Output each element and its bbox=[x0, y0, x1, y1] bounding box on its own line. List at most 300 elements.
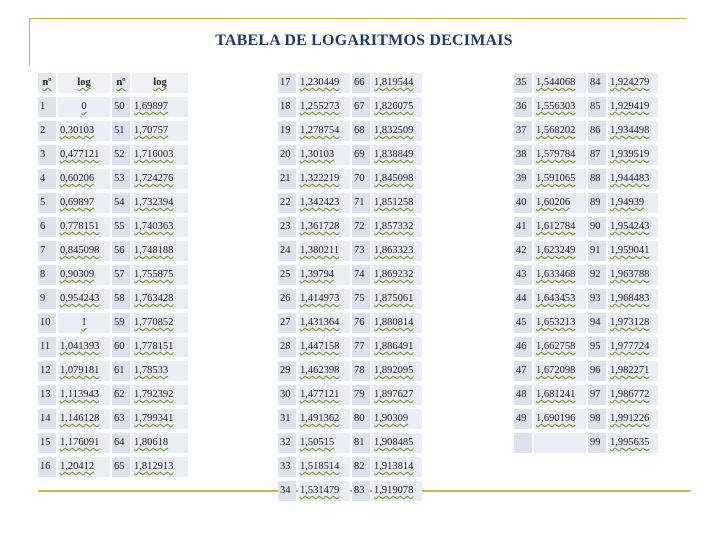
cell-log bbox=[372, 97, 422, 117]
log-value: 1,838849 bbox=[374, 149, 414, 160]
table-row bbox=[514, 385, 658, 405]
table-row bbox=[278, 409, 422, 429]
cell-log bbox=[372, 481, 422, 501]
log-value: 1,875061 bbox=[374, 293, 414, 304]
log-value: 1,690196 bbox=[536, 413, 576, 424]
cell-number bbox=[38, 169, 56, 189]
cell-number bbox=[112, 409, 130, 429]
cell-number bbox=[278, 169, 296, 189]
number-value: 93 bbox=[590, 293, 601, 304]
log-value: 1,869232 bbox=[374, 269, 414, 280]
cell-log bbox=[608, 409, 658, 429]
cell-number bbox=[514, 193, 532, 213]
log-value: 1,799341 bbox=[134, 413, 174, 424]
number-value: 49 bbox=[516, 413, 527, 424]
log-value: 1,643453 bbox=[536, 293, 576, 304]
log-value: 1,94939 bbox=[610, 197, 645, 208]
cell-number bbox=[352, 217, 370, 237]
table-row bbox=[278, 481, 422, 501]
number-value: 75 bbox=[354, 293, 365, 304]
log-value: 1,812913 bbox=[134, 461, 174, 472]
cell-number bbox=[514, 289, 532, 309]
cell-number bbox=[514, 361, 532, 381]
number-value: 87 bbox=[590, 149, 601, 160]
cell-log bbox=[372, 433, 422, 453]
number-value: 13 bbox=[40, 389, 51, 400]
table-row bbox=[278, 121, 422, 141]
table-row bbox=[514, 97, 658, 117]
cell-log bbox=[58, 145, 110, 165]
log-value: 1,939519 bbox=[610, 149, 650, 160]
cell-number bbox=[352, 145, 370, 165]
cell-log bbox=[298, 337, 350, 357]
cell-log bbox=[298, 289, 350, 309]
cell-number bbox=[278, 385, 296, 405]
log-value: 1,462398 bbox=[300, 365, 340, 376]
log-value: 1,556303 bbox=[536, 101, 576, 112]
cell-number bbox=[38, 121, 56, 141]
cell-log bbox=[534, 289, 586, 309]
cell-log bbox=[132, 361, 188, 381]
log-value: 1,755875 bbox=[134, 269, 174, 280]
log-value: 1,50515 bbox=[300, 437, 335, 448]
number-value: 42 bbox=[516, 245, 527, 256]
log-value: 1,954243 bbox=[610, 221, 650, 232]
number-value: 53 bbox=[114, 173, 125, 184]
cell-log bbox=[372, 73, 422, 93]
table-row bbox=[514, 121, 658, 141]
log-value: 1,986772 bbox=[610, 389, 650, 400]
cell-log bbox=[372, 169, 422, 189]
number-value: 10 bbox=[40, 317, 51, 328]
log-value: 0,60206 bbox=[60, 173, 95, 184]
log-value: 1,991226 bbox=[610, 413, 650, 424]
number-value: 66 bbox=[354, 77, 365, 88]
log-value: 0,69897 bbox=[60, 197, 95, 208]
table-row bbox=[514, 241, 658, 261]
number-value: 89 bbox=[590, 197, 601, 208]
cell-log bbox=[298, 481, 350, 501]
number-value: 32 bbox=[280, 437, 291, 448]
number-value: 86 bbox=[590, 125, 601, 136]
table-row bbox=[38, 337, 188, 357]
log-value: 1,851258 bbox=[374, 197, 414, 208]
log-value: 1,60206 bbox=[536, 197, 571, 208]
cell-log bbox=[132, 265, 188, 285]
log-value: 1,908485 bbox=[374, 437, 414, 448]
cell-log bbox=[298, 361, 350, 381]
cell-log bbox=[534, 385, 586, 405]
number-value: 14 bbox=[40, 413, 51, 424]
log-value: 1,919078 bbox=[374, 485, 414, 496]
cell-number bbox=[112, 337, 130, 357]
cell-log bbox=[534, 97, 586, 117]
cell-log bbox=[534, 73, 586, 93]
cell-number bbox=[38, 433, 56, 453]
cell-number bbox=[278, 217, 296, 237]
number-value: 61 bbox=[114, 365, 125, 376]
table-row bbox=[38, 385, 188, 405]
log-table-3 bbox=[512, 69, 660, 457]
cell-number bbox=[112, 361, 130, 381]
cell-number bbox=[278, 433, 296, 453]
cell-log bbox=[298, 145, 350, 165]
log-value: 1,929419 bbox=[610, 101, 650, 112]
cell-log bbox=[372, 409, 422, 429]
cell-number bbox=[514, 241, 532, 261]
cell-number bbox=[352, 97, 370, 117]
cell-log bbox=[372, 193, 422, 213]
table-row bbox=[278, 289, 422, 309]
cell-number bbox=[514, 385, 532, 405]
cell-log bbox=[608, 121, 658, 141]
log-value: 1,770852 bbox=[134, 317, 174, 328]
cell-number bbox=[112, 121, 130, 141]
cell-log bbox=[534, 241, 586, 261]
cell-number bbox=[588, 169, 606, 189]
number-value: 69 bbox=[354, 149, 365, 160]
number-value: 39 bbox=[516, 173, 527, 184]
number-value: 76 bbox=[354, 317, 365, 328]
table-row bbox=[278, 193, 422, 213]
log-value: 1,518514 bbox=[300, 461, 340, 472]
cell-number bbox=[112, 217, 130, 237]
number-value: 85 bbox=[590, 101, 601, 112]
number-value: 48 bbox=[516, 389, 527, 400]
number-value: 46 bbox=[516, 341, 527, 352]
log-value: 1,633468 bbox=[536, 269, 576, 280]
table-row bbox=[514, 169, 658, 189]
number-value: 21 bbox=[280, 173, 291, 184]
cell-log bbox=[534, 193, 586, 213]
header-n: nº bbox=[38, 73, 56, 93]
cell-log bbox=[608, 241, 658, 261]
number-value: 54 bbox=[114, 197, 125, 208]
cell-log bbox=[372, 289, 422, 309]
table-row bbox=[278, 313, 422, 333]
cell-log bbox=[534, 121, 586, 141]
log-value: 1,041393 bbox=[60, 341, 100, 352]
table-row bbox=[514, 289, 658, 309]
log-table-1 bbox=[36, 69, 190, 481]
number-value: 83 bbox=[354, 485, 365, 496]
frame-top-line bbox=[29, 18, 687, 19]
cell-number bbox=[278, 313, 296, 333]
cell-log bbox=[608, 313, 658, 333]
cell-number bbox=[38, 361, 56, 381]
log-value: 1,380211 bbox=[300, 245, 339, 256]
cell-number bbox=[278, 337, 296, 357]
cell-log bbox=[298, 313, 350, 333]
cell-log bbox=[132, 169, 188, 189]
cell-number bbox=[352, 121, 370, 141]
table-row bbox=[514, 313, 658, 333]
number-value: 71 bbox=[354, 197, 365, 208]
table-row bbox=[38, 313, 188, 333]
cell-log bbox=[58, 361, 110, 381]
cell-number bbox=[38, 313, 56, 333]
cell-log bbox=[608, 193, 658, 213]
log-value: 1,176091 bbox=[60, 437, 100, 448]
cell-number bbox=[588, 241, 606, 261]
table-row bbox=[38, 193, 188, 213]
cell-number bbox=[38, 145, 56, 165]
cell-log bbox=[132, 97, 188, 117]
cell-log bbox=[608, 265, 658, 285]
cell-number bbox=[112, 313, 130, 333]
cell-log bbox=[58, 313, 110, 333]
cell-number bbox=[588, 121, 606, 141]
log-value: 1,832509 bbox=[374, 125, 414, 136]
number-value: 9 bbox=[40, 293, 46, 304]
cell-log bbox=[372, 457, 422, 477]
cell-log bbox=[372, 361, 422, 381]
table-row bbox=[278, 457, 422, 477]
cell-log bbox=[534, 217, 586, 237]
log-value: 1,886491 bbox=[374, 341, 414, 352]
number-value: 43 bbox=[516, 269, 527, 280]
log-value: 1,681241 bbox=[536, 389, 576, 400]
log-value: 1,653213 bbox=[536, 317, 576, 328]
cell-log bbox=[372, 313, 422, 333]
cell-number bbox=[278, 409, 296, 429]
table-row bbox=[514, 265, 658, 285]
log-value: 1,732394 bbox=[134, 197, 174, 208]
log-value: 1,982271 bbox=[610, 365, 650, 376]
cell-log bbox=[132, 289, 188, 309]
cell-log bbox=[58, 337, 110, 357]
table-row bbox=[514, 337, 658, 357]
log-value: 1,146128 bbox=[60, 413, 100, 424]
cell-log bbox=[132, 385, 188, 405]
log-value: 1,568202 bbox=[536, 125, 576, 136]
cell-number bbox=[278, 361, 296, 381]
cell-number bbox=[514, 409, 532, 429]
cell-number bbox=[352, 289, 370, 309]
log-value: 1,672098 bbox=[536, 365, 576, 376]
number-value: 20 bbox=[280, 149, 291, 160]
cell-number bbox=[588, 73, 606, 93]
table-row bbox=[514, 361, 658, 381]
log-value: 1,113943 bbox=[60, 389, 99, 400]
log-value: 1,491362 bbox=[300, 413, 340, 424]
number-value: 37 bbox=[516, 125, 527, 136]
log-value: 1,612784 bbox=[536, 221, 576, 232]
number-value: 62 bbox=[114, 389, 125, 400]
table-header-row bbox=[38, 73, 188, 93]
log-value: 1,973128 bbox=[610, 317, 650, 328]
cell-number bbox=[514, 121, 532, 141]
cell-log bbox=[132, 337, 188, 357]
cell-number bbox=[38, 97, 56, 117]
table-row bbox=[278, 73, 422, 93]
log-value: 0,845098 bbox=[60, 245, 100, 256]
cell-number bbox=[38, 193, 56, 213]
table-row bbox=[278, 97, 422, 117]
log-value: 1,579784 bbox=[536, 149, 576, 160]
cell-number bbox=[278, 457, 296, 477]
cell-number bbox=[352, 457, 370, 477]
cell-log bbox=[298, 433, 350, 453]
cell-log bbox=[608, 289, 658, 309]
log-value: 1,90309 bbox=[374, 413, 409, 424]
log-value: 1,845098 bbox=[374, 173, 414, 184]
cell-log bbox=[534, 409, 586, 429]
table-row bbox=[278, 361, 422, 381]
number-value: 22 bbox=[280, 197, 291, 208]
log-value: 1,70757 bbox=[134, 125, 169, 136]
cell-log bbox=[608, 217, 658, 237]
log-value: 1,447158 bbox=[300, 341, 340, 352]
cell-log bbox=[58, 193, 110, 213]
number-value: 3 bbox=[40, 149, 46, 160]
cell-log bbox=[132, 457, 188, 477]
cell-number bbox=[112, 385, 130, 405]
number-value: 70 bbox=[354, 173, 365, 184]
number-value: 56 bbox=[114, 245, 125, 256]
cell-log bbox=[298, 217, 350, 237]
number-value: 40 bbox=[516, 197, 527, 208]
log-value: 1,623249 bbox=[536, 245, 576, 256]
number-value: 6 bbox=[40, 221, 46, 232]
cell-log bbox=[132, 409, 188, 429]
cell-number bbox=[514, 73, 532, 93]
table-row bbox=[278, 433, 422, 453]
cell-log bbox=[534, 169, 586, 189]
table-row bbox=[514, 193, 658, 213]
table-row bbox=[38, 409, 188, 429]
number-value: 1 bbox=[40, 101, 46, 112]
cell-number bbox=[38, 457, 56, 477]
table-row bbox=[278, 241, 422, 261]
log-value: 1,079181 bbox=[60, 365, 100, 376]
cell-log bbox=[298, 169, 350, 189]
cell-log bbox=[58, 217, 110, 237]
cell-log bbox=[608, 97, 658, 117]
log-value: 1,544068 bbox=[536, 77, 576, 88]
cell-log bbox=[298, 121, 350, 141]
cell-log bbox=[372, 217, 422, 237]
number-value: 34 bbox=[280, 485, 291, 496]
cell-number bbox=[588, 265, 606, 285]
number-value: 52 bbox=[114, 149, 125, 160]
cell-number bbox=[588, 193, 606, 213]
log-value: 1,531479 bbox=[300, 485, 340, 496]
number-value: 50 bbox=[114, 101, 125, 112]
number-value: 84 bbox=[590, 77, 601, 88]
number-value: 58 bbox=[114, 293, 125, 304]
log-value: 1,763428 bbox=[134, 293, 174, 304]
table-row bbox=[38, 241, 188, 261]
table-row bbox=[38, 145, 188, 165]
number-value: 4 bbox=[40, 173, 46, 184]
number-value: 7 bbox=[40, 245, 46, 256]
cell-log bbox=[58, 97, 110, 117]
cell-number bbox=[112, 265, 130, 285]
cell-log bbox=[298, 241, 350, 261]
number-value: 82 bbox=[354, 461, 365, 472]
log-value: 1,819544 bbox=[374, 77, 414, 88]
cell-log bbox=[132, 145, 188, 165]
cell-log bbox=[608, 169, 658, 189]
cell-number bbox=[278, 73, 296, 93]
number-value: 45 bbox=[516, 317, 527, 328]
number-value: 31 bbox=[280, 413, 291, 424]
log-value: 1,959041 bbox=[610, 245, 650, 256]
number-value: 33 bbox=[280, 461, 291, 472]
cell-number bbox=[38, 265, 56, 285]
log-value: 1,863323 bbox=[374, 245, 414, 256]
cell-log bbox=[58, 433, 110, 453]
number-value: 72 bbox=[354, 221, 365, 232]
number-value: 73 bbox=[354, 245, 365, 256]
log-value: 1,20412 bbox=[60, 461, 95, 472]
table-row bbox=[278, 337, 422, 357]
cell-number bbox=[278, 481, 296, 501]
cell-log bbox=[132, 433, 188, 453]
log-value: 1,944483 bbox=[610, 173, 650, 184]
cell-number bbox=[112, 289, 130, 309]
log-value: 0,778151 bbox=[60, 221, 100, 232]
cell-number bbox=[38, 385, 56, 405]
cell-log bbox=[298, 409, 350, 429]
number-value: 90 bbox=[590, 221, 601, 232]
number-value: 64 bbox=[114, 437, 125, 448]
cell-log bbox=[608, 385, 658, 405]
cell-log bbox=[608, 361, 658, 381]
table-row bbox=[38, 121, 188, 141]
log-value: 1,230449 bbox=[300, 77, 340, 88]
table-row bbox=[514, 145, 658, 165]
number-value: 36 bbox=[516, 101, 527, 112]
cell-number bbox=[514, 265, 532, 285]
log-value: 1,69897 bbox=[134, 101, 169, 112]
cell-number bbox=[352, 409, 370, 429]
log-value: 1,924279 bbox=[610, 77, 650, 88]
log-value: 1,977724 bbox=[610, 341, 650, 352]
number-value: 74 bbox=[354, 269, 365, 280]
cell-log bbox=[298, 385, 350, 405]
table-row bbox=[278, 217, 422, 237]
cell-log bbox=[534, 337, 586, 357]
number-value: 63 bbox=[114, 413, 125, 424]
cell-number bbox=[588, 97, 606, 117]
log-value: 1,857332 bbox=[374, 221, 414, 232]
number-value: 91 bbox=[590, 245, 601, 256]
log-value: 0,954243 bbox=[60, 293, 100, 304]
log-value: 1,322219 bbox=[300, 173, 340, 184]
cell-log bbox=[298, 457, 350, 477]
cell-log bbox=[372, 241, 422, 261]
number-value: 78 bbox=[354, 365, 365, 376]
cell-number bbox=[588, 409, 606, 429]
table-row bbox=[38, 433, 188, 453]
table-row bbox=[514, 409, 658, 429]
number-value: 26 bbox=[280, 293, 291, 304]
table-row bbox=[38, 217, 188, 237]
cell-number bbox=[38, 241, 56, 261]
cell-log bbox=[298, 265, 350, 285]
cell-number bbox=[352, 433, 370, 453]
number-value: 98 bbox=[590, 413, 601, 424]
cell-log bbox=[58, 457, 110, 477]
cell-number bbox=[352, 193, 370, 213]
number-value: 92 bbox=[590, 269, 601, 280]
cell-number bbox=[352, 73, 370, 93]
cell-log bbox=[58, 169, 110, 189]
cell-number bbox=[588, 145, 606, 165]
cell-number bbox=[38, 337, 56, 357]
